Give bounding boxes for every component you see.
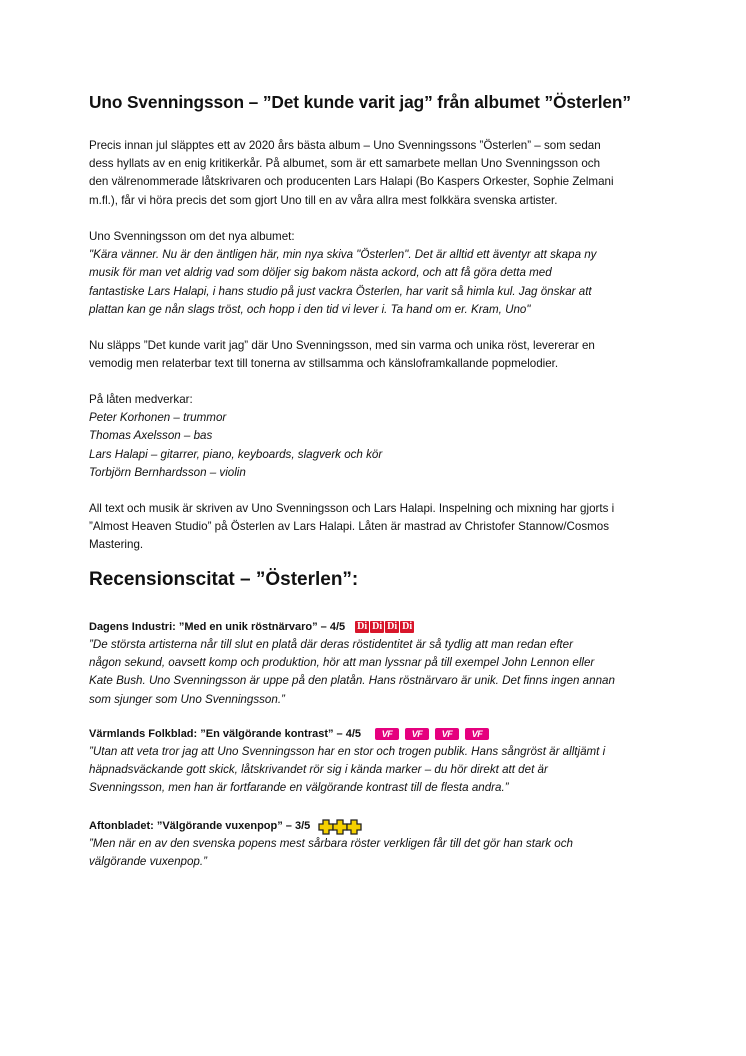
review-quote-line: ”Utan att veta tror jag att Uno Svenningsson har en stor och trogen publik. Hans sångröst är alltjämt i [89, 745, 606, 758]
text-line: All text och musik är skriven av Uno Svenningsson och Lars Halapi. Inspelning och mixning har gjorts i [89, 502, 615, 515]
text-line: Nu släpps ”Det kunde varit jag” där Uno Svenningsson, med sin varma och unika röst, levererar en [89, 339, 595, 352]
review-quote-line: Svenningsson, men han är fortfarande en välgörande kontrast till de flesta andra.” [89, 781, 509, 795]
review-heading: Värmlands Folkblad: ”En välgörande kontrast” – 4/5 [89, 727, 362, 740]
credits-paragraph [89, 500, 669, 555]
musicians-section [89, 391, 669, 482]
quote-line: musik för man vet aldrig vad som döljer sig bakom nästa ackord, och att få göra detta med [89, 266, 552, 280]
di-logo-icon: Di [357, 621, 368, 632]
text-line: ”Almost Heaven Studio” på Österlen av Lars Halapi. Låten är mastrad av Christofer Stannow/Cosmos [89, 520, 610, 534]
plus-icon [318, 819, 332, 833]
document-title: Uno Svenningsson – ”Det kunde varit jag” från albumet ”Österlen” [89, 92, 631, 112]
quote-line: "Kära vänner. Nu är den äntligen här, min nya skiva "Österlen". Det är alltid ett äventyr att skapa ny [89, 248, 597, 262]
review-quote-line: ”De största artisterna når till slut en platå där deras röstidentitet är så tydlig att man redan efter [89, 638, 573, 651]
uno-quote-section [89, 228, 669, 319]
plus-icon [332, 819, 346, 833]
musician-item: Peter Korhonen – trummor [89, 411, 227, 425]
review-quote-line: häpnadsväckande gott skick, låtskrivandet rör sig i kända marker – du hör direkt att det är [89, 763, 548, 777]
review-heading: Dagens Industri: ”Med en unik röstnärvaro” – 4/5 [89, 620, 346, 633]
musician-item: Thomas Axelsson – bas [89, 429, 213, 443]
review-quote-line: Kate Bush. Uno Svenningsson är uppe på den platån. Hans röstnärvaro är unik. Det finns ingen annan [89, 674, 615, 688]
review-quote-line: ”Men när en av den svenska popens mest sårbara röster verkligen får till det gör han stark och [89, 837, 573, 850]
text-line: Mastering. [89, 538, 144, 552]
rating-di-icons [355, 621, 414, 633]
review-varmlands-folkblad [89, 725, 669, 798]
text-line: den välrenommerade låtskrivaren och producenten Lars Halapi (Bo Kaspers Orkester, Sophie Zelmani [89, 175, 614, 189]
text-line: vemodig men relaterbar text till tonerna av stillsamma och känsloframkallande popmelodier. [89, 357, 559, 371]
vf-logo-icon: VF [435, 728, 459, 740]
review-heading-row [89, 817, 669, 835]
quote-line: plattan kan ge nån slags tröst, och hopp i den tid vi lever i. Ta hand om er. Kram, Uno" [89, 302, 531, 316]
di-logo-icon: Di [402, 621, 413, 632]
text-line: m.fl.), får vi höra precis det som gjort Uno till en av våra allra mest folkkära svenska artister. [89, 193, 558, 207]
musicians-heading: På låten medverkar: [89, 393, 193, 406]
rating-vf-icons [375, 728, 489, 740]
quote-intro: Uno Svenningsson om det nya albumet: [89, 230, 295, 243]
review-dagens-industri [89, 618, 669, 709]
review-quote-line: någon sekund, oavsett komp och produktion, hör att man lyssnar på till exempel John Lennon eller [89, 656, 595, 670]
text-line: Precis innan jul släpptes ett av 2020 års bästa album – Uno Svenningssons ”Österlen” – som sedan [89, 139, 601, 152]
review-heading-row [89, 725, 669, 743]
review-heading-row [89, 618, 669, 636]
text-line: dess hyllats av en enig kritikerkår. På albumet, som är ett samarbete mellan Uno Svenningsson och [89, 157, 601, 171]
di-logo-icon: Di [387, 621, 398, 632]
review-quote-line: välgörande vuxenpop.” [89, 855, 207, 869]
musician-item: Lars Halapi – gitarrer, piano, keyboards, slagverk och kör [89, 447, 383, 461]
plus-icon [346, 819, 360, 833]
release-paragraph [89, 337, 669, 373]
review-heading: Aftonbladet: ”Välgörande vuxenpop” – 3/5 [89, 819, 311, 832]
vf-logo-icon: VF [465, 728, 489, 740]
musician-item: Torbjörn Bernhardsson – violin [89, 465, 246, 479]
vf-logo-icon: VF [375, 728, 399, 740]
quote-line: fantastiske Lars Halapi, i hans studio på just vackra Österlen, har varit så himla kul. Jag önskar att [89, 284, 592, 298]
review-quote-line: som sjunger som Uno Svenningsson.” [89, 692, 285, 706]
rating-plus-icons [318, 819, 360, 833]
vf-logo-icon: VF [405, 728, 429, 740]
intro-paragraph [89, 137, 669, 210]
reviews-heading: Recensionscitat – ”Österlen”: [89, 569, 359, 590]
review-aftonbladet [89, 817, 669, 871]
di-logo-icon: Di [372, 621, 383, 632]
